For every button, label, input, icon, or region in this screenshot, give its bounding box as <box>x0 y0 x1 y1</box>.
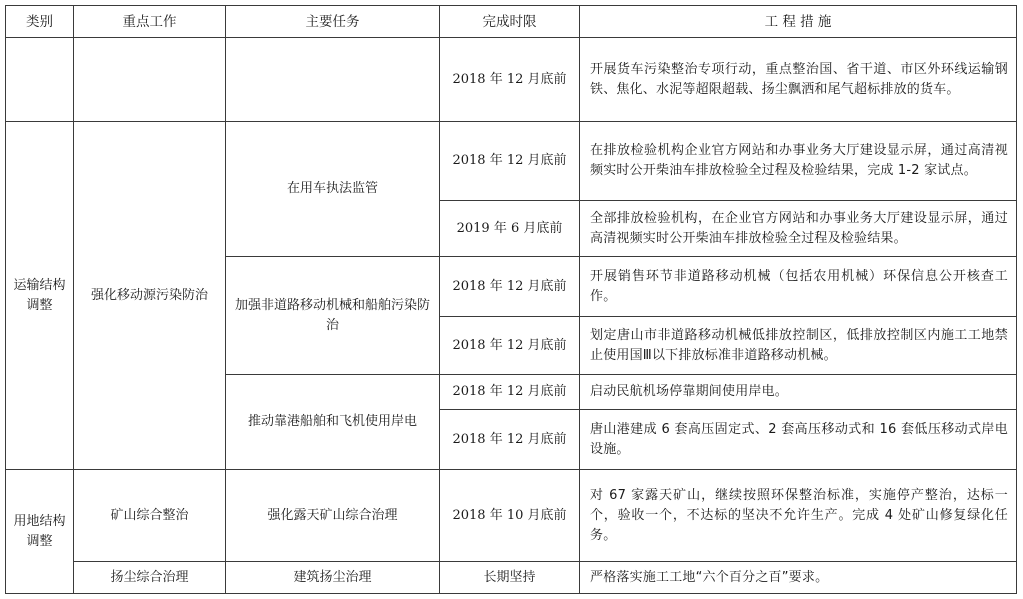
category-cell: 运输结构调整 <box>6 122 74 470</box>
table-row <box>6 562 1017 594</box>
deadline-cell: 2019 年 6 月底前 <box>440 201 580 257</box>
header-measures: 工 程 措 施 <box>580 6 1017 38</box>
deadline-cell: 2018 年 12 月底前 <box>440 317 580 375</box>
measure-cell: 在排放检验机构企业官方网站和办事业务大厅建设显示屏，通过高清视频实时公开柴油车排放检验全过程及检验结果，完成 1-2 家试点。 <box>580 122 1017 201</box>
header-key-work: 重点工作 <box>74 6 226 38</box>
task-cell-empty <box>226 38 440 122</box>
table-row <box>6 122 1017 201</box>
task-cell: 推动靠港船舶和飞机使用岸电 <box>226 375 440 470</box>
measure-cell: 对 67 家露天矿山，继续按照环保整治标准，实施停产整治，达标一个，验收一个，不达标的坚决不允许生产。完成 4 处矿山修复绿化任务。 <box>580 470 1017 562</box>
category-cell: 用地结构调整 <box>6 470 74 594</box>
task-cell: 加强非道路移动机械和船舶污染防治 <box>226 257 440 375</box>
engineering-measures-table <box>5 5 1017 594</box>
header-deadline: 完成时限 <box>440 6 580 38</box>
table-row <box>6 470 1017 562</box>
deadline-cell: 2018 年 12 月底前 <box>440 375 580 410</box>
deadline-cell: 2018 年 12 月底前 <box>440 257 580 317</box>
deadline-cell: 长期坚持 <box>440 562 580 594</box>
deadline-cell: 2018 年 12 月底前 <box>440 122 580 201</box>
measure-cell: 开展货车污染整治专项行动，重点整治国、省干道、市区外环线运输钢铁、焦化、水泥等超限超载、扬尘飘洒和尾气超标排放的货车。 <box>580 38 1017 122</box>
key-work-cell-empty <box>74 38 226 122</box>
measure-cell: 启动民航机场停靠期间使用岸电。 <box>580 375 1017 410</box>
task-cell: 建筑扬尘治理 <box>226 562 440 594</box>
task-cell: 强化露天矿山综合治理 <box>226 470 440 562</box>
measure-cell: 开展销售环节非道路移动机械（包括农用机械）环保信息公开核查工作。 <box>580 257 1017 317</box>
category-cell-empty <box>6 38 74 122</box>
deadline-cell: 2018 年 12 月底前 <box>440 410 580 470</box>
table-row <box>6 38 1017 122</box>
measure-cell: 全部排放检验机构，在企业官方网站和办事业务大厅建设显示屏，通过高清视频实时公开柴油车排放检验全过程及检验结果。 <box>580 201 1017 257</box>
measure-cell: 严格落实施工工地“六个百分之百”要求。 <box>580 562 1017 594</box>
deadline-cell: 2018 年 12 月底前 <box>440 38 580 122</box>
key-work-cell: 扬尘综合治理 <box>74 562 226 594</box>
key-work-cell: 矿山综合整治 <box>74 470 226 562</box>
deadline-cell: 2018 年 10 月底前 <box>440 470 580 562</box>
header-category: 类别 <box>6 6 74 38</box>
key-work-cell: 强化移动源污染防治 <box>74 122 226 470</box>
header-main-task: 主要任务 <box>226 6 440 38</box>
header-row <box>6 6 1017 38</box>
measure-cell: 划定唐山市非道路移动机械低排放控制区，低排放控制区内施工工地禁止使用国Ⅲ以下排放标准非道路移动机械。 <box>580 317 1017 375</box>
measure-cell: 唐山港建成 6 套高压固定式、2 套高压移动式和 16 套低压移动式岸电设施。 <box>580 410 1017 470</box>
task-cell: 在用车执法监管 <box>226 122 440 257</box>
